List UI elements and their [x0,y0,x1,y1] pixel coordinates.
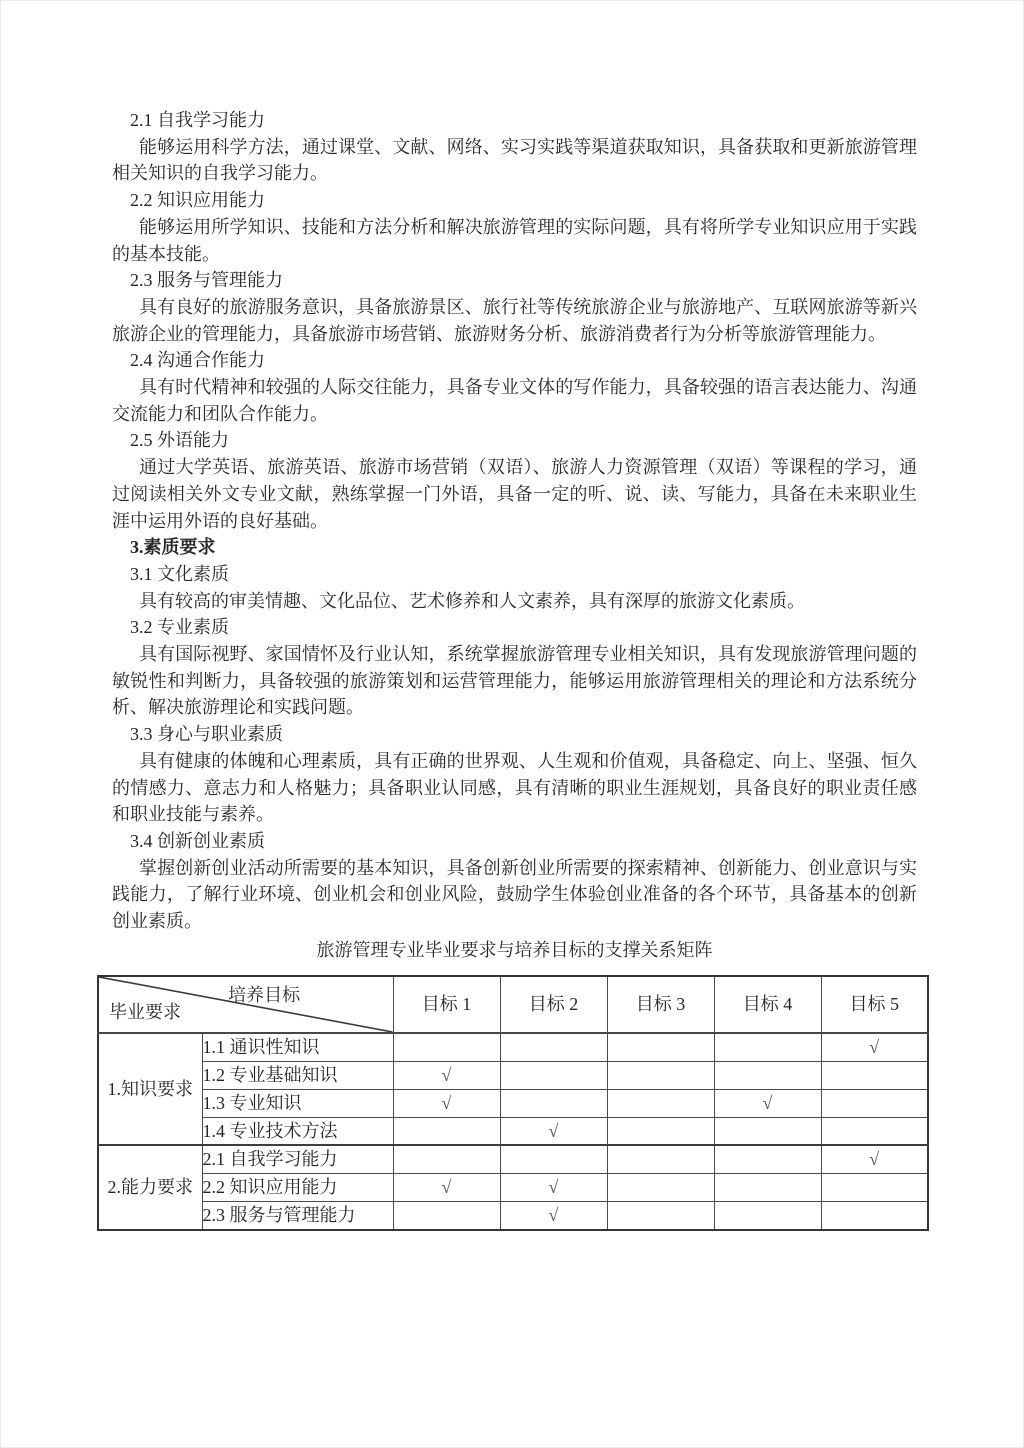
matrix-row-1-3 [98,1089,928,1117]
matrix-check-cell [714,1173,821,1201]
matrix-col-header-2: 目标 2 [500,976,607,1033]
matrix-check-cell [821,1201,928,1229]
matrix-check-cell [607,1061,714,1089]
matrix-check-cell [714,1033,821,1061]
matrix-check-cell [393,1201,500,1229]
section-heading-2-1: 2.1 自我学习能力 [130,110,265,130]
matrix-check-cell: √ [393,1173,500,1201]
matrix-row-label: 2.3 服务与管理能力 [202,1201,393,1229]
paragraph-3-3: 具有健康的体魄和心理素质，具有正确的世界观、人生观和价值观，具备稳定、向上、坚强、恒久的情感力、意志力和人格魅力；具备职业认同感，具有清晰的职业生涯规划，具备良好的职业责任感和职业技能与素养。 [112,750,917,825]
matrix-row-2-2 [98,1173,928,1201]
matrix-check-cell [393,1117,500,1145]
corner-top-label: 培养目标 [228,984,301,1005]
matrix-check-cell [500,1089,607,1117]
matrix-check-cell [821,1061,928,1089]
matrix-row-label: 1.1 通识性知识 [202,1033,393,1061]
matrix-col-header-4: 目标 4 [714,976,821,1033]
matrix-check-cell [500,1145,607,1173]
matrix-row-1-1 [98,1033,928,1061]
matrix-check-cell [607,1201,714,1229]
paragraph-3-4: 掌握创新创业活动所需要的基本知识，具备创新创业所需要的探索精神、创新能力、创业意识与实践能力，了解行业环境、创业机会和创业风险，鼓励学生体验创业准备的各个环节，具备基本的创新创业素质。 [112,857,917,932]
matrix-row-label: 2.1 自我学习能力 [202,1145,393,1173]
paragraph-2-4: 具有时代精神和较强的人际交往能力，具备专业文体的写作能力，具备较强的语言表达能力、沟通交流能力和团队合作能力。 [112,377,917,424]
matrix-row-label: 1.4 专业技术方法 [202,1117,393,1145]
section-heading-3-3: 3.3 身心与职业素质 [130,724,283,745]
matrix-row-2-3 [98,1201,928,1229]
matrix-check-cell [607,1033,714,1061]
matrix-check-cell [714,1117,821,1145]
matrix-check-cell [500,1061,607,1089]
section-heading-2-2: 2.2 知识应用能力 [130,190,265,211]
matrix-col-header-5: 目标 5 [821,976,928,1033]
section-heading-3-4: 3.4 创新创业素质 [130,830,265,851]
matrix-row-1-4 [98,1117,928,1145]
matrix-group-cell-ability: 2.能力要求 [98,1145,202,1229]
matrix-check-cell [821,1173,928,1201]
matrix-check-cell: √ [821,1033,928,1061]
matrix-check-cell [607,1089,714,1117]
matrix-row-1-2 [98,1061,928,1089]
paragraph-2-3: 具有良好的旅游服务意识，具备旅游景区、旅行社等传统旅游企业与旅游地产、互联网旅游等新兴旅游企业的管理能力，具备旅游市场营销、旅游财务分析、旅游消费者行为分析等旅游管理能力。 [112,296,917,344]
matrix-check-cell [714,1061,821,1089]
matrix-check-cell [393,1145,500,1173]
matrix-row-label: 2.2 知识应用能力 [202,1173,393,1201]
matrix-check-cell [821,1117,928,1145]
matrix-row-label: 1.2 专业基础知识 [202,1061,393,1089]
document-body [107,107,917,1231]
matrix-check-cell: √ [500,1117,607,1145]
paragraph-3-2: 具有国际视野、家国情怀及行业认知，系统掌握旅游管理专业相关知识，具有发现旅游管理问题的敏锐性和判断力，具备较强的旅游策划和运营管理能力，能够运用旅游管理相关的理论和方法系统分析、解决旅游理论和实践问题。 [112,644,917,718]
matrix-check-cell [607,1145,714,1173]
matrix-col-header-3: 目标 3 [607,976,714,1033]
matrix-check-cell [714,1145,821,1173]
matrix-check-cell: √ [714,1089,821,1117]
matrix-check-cell [821,1089,928,1117]
paragraph-2-1: 能够运用科学方法，通过课堂、文献、网络、实习实践等渠道获取知识，具备获取和更新旅游管理相关知识的自我学习能力。 [112,136,917,184]
matrix-check-cell: √ [393,1061,500,1089]
section-heading-3: 3.素质要求 [130,537,216,558]
matrix-check-cell [607,1117,714,1145]
matrix-check-cell: √ [393,1089,500,1117]
matrix-check-cell [607,1173,714,1201]
support-matrix-table [97,975,929,1231]
matrix-check-cell: √ [821,1145,928,1173]
matrix-row-2-1 [98,1145,928,1173]
paragraph-3-1: 具有较高的审美情趣、文化品位、艺术修养和人文素养，具有深厚的旅游文化素质。 [139,590,805,611]
matrix-check-cell [393,1033,500,1061]
paragraph-2-2: 能够运用所学知识、技能和方法分析和解决旅游管理的实际问题，具有将所学专业知识应用于实践的基本技能。 [112,216,917,264]
matrix-col-header-1: 目标 1 [393,976,500,1033]
section-heading-2-5: 2.5 外语能力 [130,430,229,451]
matrix-row-label: 1.3 专业知识 [202,1089,393,1117]
paragraph-2-5: 通过大学英语、旅游英语、旅游市场营销（双语）、旅游人力资源管理（双语）等课程的学习，通过阅读相关外文专业文献，熟练掌握一门外语，具备一定的听、说、读、写能力，具备在未来职业生涯中运用外语的良好基础。 [112,457,917,531]
section-heading-2-4: 2.4 沟通合作能力 [130,350,265,371]
matrix-check-cell: √ [500,1173,607,1201]
matrix-header-row [98,976,928,1033]
section-heading-2-3: 2.3 服务与管理能力 [130,270,283,291]
matrix-check-cell [714,1201,821,1229]
section-heading-3-1: 3.1 文化素质 [130,563,229,584]
matrix-check-cell [500,1033,607,1061]
matrix-check-cell: √ [500,1201,607,1229]
matrix-table-title: 旅游管理专业毕业要求与培养目标的支撑关系矩阵 [316,939,713,960]
corner-bottom-label: 毕业要求 [109,1002,181,1023]
section-heading-3-2: 3.2 专业素质 [130,617,229,638]
matrix-corner-cell [98,976,393,1033]
matrix-group-cell-knowledge: 1.知识要求 [98,1033,202,1145]
